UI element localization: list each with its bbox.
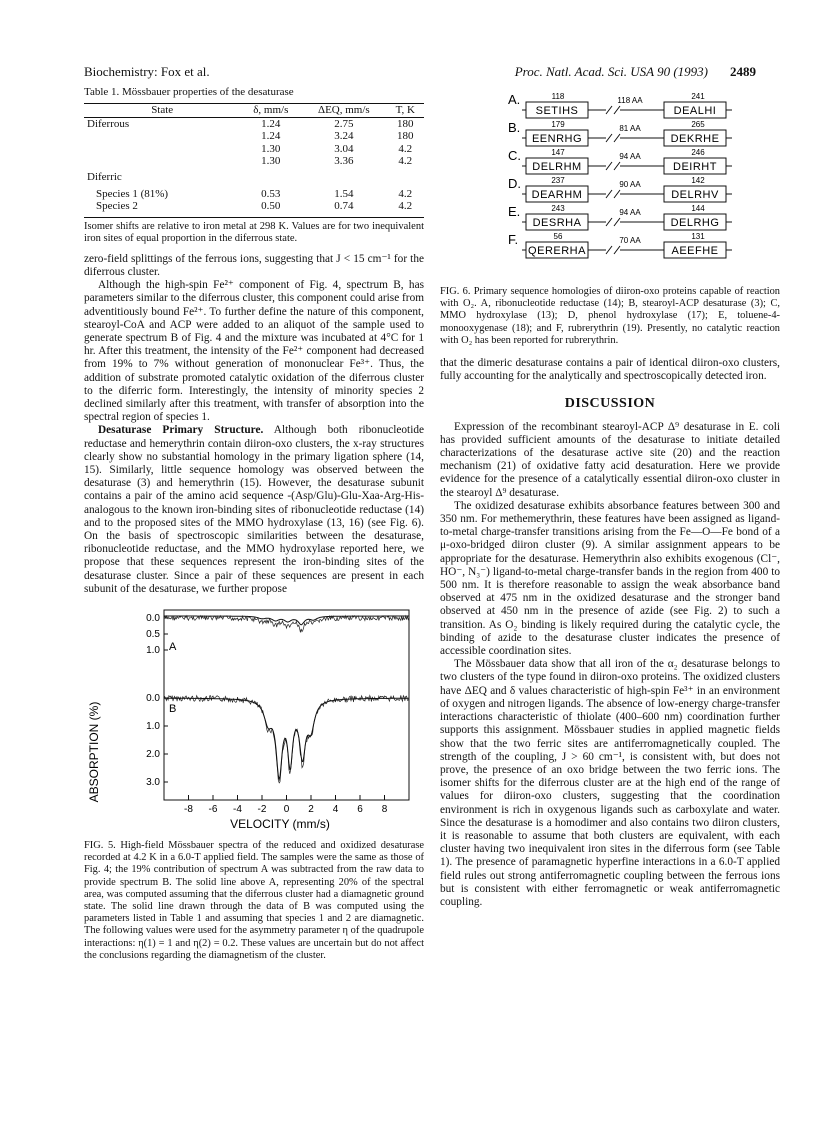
fig6-start-number: 243	[551, 204, 565, 213]
fig5-ytick-label-b: 1.0	[146, 720, 160, 732]
fig6-end-number: 265	[691, 120, 705, 129]
col-header-temp: T, K	[395, 104, 415, 117]
table-cell-state: Diferrous	[87, 117, 130, 130]
fig5-fit-line-a	[164, 616, 409, 625]
page-number: 2489	[730, 64, 756, 79]
fig6-row-letter: A.	[508, 92, 521, 107]
discussion-heading: DISCUSSION	[564, 396, 656, 412]
left-paragraph-2: Although the high-spin Fe²⁺ component of Fig. 4, spectrum B, has parameters similar to the diferrous cluster, this component could arise from adventitiously bound Fe²⁺. To further define the nature of this component, stearoyl-CoA and ACP were added to an aliquot of the sample used to generate spectrum B of Fig. 4 and the mixture was incubated at 4°C for 1 hr. After this treatment, the intensity of the Fe²⁺ component had decreased from 19% to 7% without generation of mononuclear Fe³⁺. Thus, the addition of substrate promoted catalytic oxidation of the diferrous cluster to the diferric form. Interestingly, the intensity of minority species 2 declined similarly after this treatment, with transfer of absorption into the spectral region of species 1.	[84, 279, 424, 424]
fig5-fit-line-b	[164, 698, 409, 779]
running-header-left: Biochemistry: Fox et al.	[84, 64, 210, 79]
left-column	[84, 86, 424, 962]
table-cell-state	[84, 155, 240, 168]
fig5-xtick-label: -4	[233, 803, 242, 815]
fig5-ytick-label-b: 3.0	[146, 776, 160, 788]
fig5-xtick-label: 6	[357, 803, 363, 815]
fig6-seq-1: DELRHM	[532, 161, 582, 173]
table-cell-d: 0.53	[261, 187, 281, 200]
section-runin-heading: Desaturase Primary Structure.	[98, 424, 264, 437]
left-paragraph-3-text: Although both ribonucleotide reductase and hemerythrin contain diiron-oxo clusters, the x-ray structures clearly show no substantial homology in the primary ligation sphere (14, 15). Similarly, little sequence homology was observed between the desaturase (3) and hemerythrin (15). However, the desaturase subunit contains a pair of the amino acid sequence -(Asp/Glu)-Glu-Xaa-Arg-His- analogous to the known iron-binding sites of ribonucleotide reductase (14) and to the proposed sites of the MMO hydroxylase (13, 16) (see Fig. 6). On the basis of spectroscopic similarities between the desaturase, ribonucleotide reductase, and the MMO hydroxylase reported here, we propose that these sequences represent the iron-binding sites of the desaturase cluster. Since a pair of these sequences are present in each subunit of the desaturase, we further propose	[84, 424, 424, 595]
fig6-gap-label: 90 AA	[619, 180, 641, 189]
table-cell-t: 4.2	[398, 142, 413, 155]
discussion-paragraph-1: Expression of the recombinant stearoyl-ACP Δ⁹ desaturase in E. coli has provided sufficient amounts of the desaturase to initiate detailed characterizations of the desaturase active site (20) and the reaction mechanism (21) of oxidative fatty acid desaturation. Here we provide evidence for the presence of a catalytically essential diiron-oxo cluster in the stearoyl Δ⁹ desaturase.	[440, 420, 780, 499]
fig5-xtick-label: -8	[184, 803, 193, 815]
discussion-paragraph-3: The Mössbauer data show that all iron of the α₂ desaturase belongs to two clusters of the type found in diiron-oxo proteins. The oxidized clusters have ΔEQ and δ values characteristic of high-spin Fe³⁺ in an environment of oxygen and nitrogen ligands. The absence of low-energy charge-transfer interactions characteristic of thiolate (400–600 nm) coordination further supports this assignment. Mössbauer studies in applied magnetic fields show that the two ferric sites are antiferromagnetically coupled. The strength of the coupling, J > 60 cm⁻¹, is consistent with, but does not prove, the presence of an oxo bridge between the two ferric ions. The isomer shifts for the diferrous cluster are at the high end of the range of values for diiron-oxo clusters, suggesting that the coordination environment is rich in oxygenous ligands such as carboxylate and water. Since the desaturase is a homodimer and also contains two diiron clusters, it is reasonable to assume that both clusters are equivalent, with each cluster having two inequivalent iron sites in the diferrous form (see Table 1). The presence of paramagnetic hyperfine interactions in a 6.0-T applied field rules out strong antiferromagnetic coupling between the ferrous ions but is consistent with either ferromagnetic or weak antiferromagnetic coupling.	[440, 658, 780, 908]
table-cell-state	[84, 143, 240, 156]
fig6-seq-1: QERERHA	[528, 245, 586, 257]
fig6-end-number: 144	[691, 204, 705, 213]
table-row	[84, 155, 424, 168]
fig5-ytick-label-b: 0.0	[146, 692, 160, 704]
fig6-seq-1: DEARHM	[531, 189, 583, 201]
fig6-seq-2: DEALHI	[673, 105, 717, 117]
table-cell-state: Diferric	[87, 171, 122, 184]
table-cell-t	[386, 168, 424, 188]
table-cell-q: 3.36	[334, 155, 354, 168]
table-cell-q: 3.24	[334, 130, 354, 143]
table-cell-state: Species 2	[96, 200, 138, 213]
fig5-ytick-label-a: 0.5	[146, 628, 160, 640]
fig6-break-mark	[606, 106, 620, 114]
fig5-ytick-label-b: 2.0	[146, 748, 160, 760]
table-row	[84, 168, 424, 188]
fig6-seq-2: DEKRHE	[670, 133, 720, 145]
right-paragraph-0: that the dimeric desaturase contains a pair of identical diiron-oxo clusters, fully accounting for the analytically and spectroscopically detected iron.	[440, 357, 780, 383]
table-cell-d	[240, 168, 301, 188]
fig6-row-letter: B.	[508, 120, 521, 135]
fig6-seq-1: SETIHS	[535, 105, 579, 117]
fig5-ytick-label-a: 0.0	[146, 612, 160, 624]
table-1	[84, 103, 424, 213]
fig6-break-mark	[606, 162, 620, 170]
table-cell-q: 2.75	[334, 117, 354, 130]
table-cell-state: Species 1 (81%)	[96, 187, 169, 200]
fig5-xtick-label: 4	[332, 803, 339, 815]
fig6-start-number: 179	[551, 120, 565, 129]
table-cell-t: 180	[396, 117, 414, 130]
table-cell-d: 1.30	[261, 142, 281, 155]
fig6-end-number: 142	[691, 176, 705, 185]
fig6-gap-label: 81 AA	[619, 124, 641, 133]
fig5-xtick-label: 0	[283, 803, 290, 815]
table-row	[84, 143, 424, 156]
fig6-start-number: 118	[551, 92, 565, 101]
fig6-break-mark	[606, 218, 620, 226]
table-row	[84, 130, 424, 143]
fig5-frame	[164, 610, 409, 800]
fig6-gap-label: 118 AA	[617, 96, 643, 105]
col-header-deq: ΔEQ, mm/s	[318, 104, 370, 117]
table-1-footnote: Isomer shifts are relative to iron metal at 298 K. Values are for two inequivalent iron sites of equal proportion in the diferrous state.	[84, 217, 424, 245]
fig6-break-mark	[606, 190, 620, 198]
table-cell-d: 1.24	[261, 130, 281, 143]
fig5-spectrum-b	[164, 695, 409, 783]
fig6-seq-1: EENRHG	[531, 133, 583, 145]
table-cell-d: 1.30	[261, 155, 281, 168]
table-cell-q	[301, 168, 386, 188]
left-paragraph-3	[84, 424, 424, 596]
table-row	[84, 188, 424, 201]
table-cell-state	[84, 130, 240, 143]
fig5-ylabel: ABSORPTION (%)	[87, 701, 101, 803]
fig5-ytick-label-a: 1.0	[146, 644, 160, 656]
table-1-title: Table 1. Mössbauer properties of the desaturase	[84, 86, 294, 98]
fig6-end-number: 246	[691, 148, 705, 157]
fig6-seq-2: DELRHV	[671, 189, 719, 201]
fig6-seq-2: DELRHG	[670, 217, 720, 229]
table-row	[84, 200, 424, 213]
fig6-seq-1: DESRHA	[532, 217, 582, 229]
fig5-xtick-label: 8	[381, 803, 388, 815]
fig5-xtick-label: 2	[308, 803, 314, 815]
figure-6-sequence-alignment	[440, 86, 780, 276]
running-header-right	[515, 64, 756, 80]
table-cell-q: 1.54	[334, 187, 354, 200]
fig5-label-a: A	[169, 640, 177, 653]
col-header-state: State	[151, 104, 174, 117]
table-row	[84, 117, 424, 130]
col-header-delta: δ, mm/s	[253, 104, 289, 117]
table-cell-t: 4.2	[398, 155, 413, 168]
table-cell-t: 4.2	[398, 187, 413, 200]
fig6-gap-label: 94 AA	[619, 152, 641, 161]
fig5-xtick-label: -6	[208, 803, 218, 815]
left-paragraph-1: zero-field splittings of the ferrous ions, suggesting that J < 15 cm⁻¹ for the diferrous cluster.	[84, 252, 424, 278]
fig6-start-number: 147	[551, 148, 565, 157]
fig6-end-number: 241	[691, 92, 705, 101]
fig6-break-mark	[606, 134, 620, 142]
table-cell-t: 4.2	[398, 200, 413, 213]
fig6-row-letter: F.	[508, 232, 519, 247]
fig5-xlabel: VELOCITY (mm/s)	[230, 816, 330, 831]
fig6-row-letter: E.	[508, 204, 521, 219]
table-cell-d: 0.50	[261, 200, 281, 213]
fig6-start-number: 56	[553, 232, 563, 241]
fig5-label-b: B	[169, 702, 177, 715]
figure-5-caption: FIG. 5. High-field Mössbauer spectra of the reduced and oxidized desaturase recorded at 4.2 K in a 6.0-T applied field. The samples were the same as those of Fig. 4; the 19% contribution of spectrum A was subtracted from the raw data to provide spectrum B. The solid line above A, representing 20% of the spectral area, was computed assuming that the diferrous cluster had a diamagnetic ground state. The solid line drawn through the data of B was computed using the parameters listed in Table 1 and assuming that species 1 and 2 are diamagnetic. The following values were used for the asymmetry parameter η of the quadrupole interactions: η(1) = 1 and η(2) = 0.2. These values are uncertain but do not affect the conclusions regarding the diamagnetism of the cluster.	[84, 839, 424, 961]
fig6-end-number: 131	[691, 232, 705, 241]
fig6-row-letter: C.	[508, 148, 521, 163]
fig6-seq-2: DEIRHT	[673, 161, 717, 173]
table-cell-q: 3.04	[334, 142, 354, 155]
fig5-spectrum-a	[164, 616, 409, 633]
table-cell-t: 180	[396, 130, 414, 143]
fig6-gap-label: 94 AA	[619, 208, 641, 217]
fig6-gap-label: 70 AA	[619, 236, 641, 245]
figure-6-caption: FIG. 6. Primary sequence homologies of diiron-oxo proteins capable of reaction with O₂. A, ribonucleotide reductase (14); B, stearoyl-ACP desaturase (3); C, MMO hydroxylase (13); D, phenol hydroxylase (17); E, toluene-4-monooxygenase (18); and F, rubrerythrin (19). Presently, no catalytic reaction with O₂ has been reported for rubrerythrin.	[440, 286, 780, 346]
fig6-start-number: 237	[551, 176, 565, 185]
fig6-row-letter: D.	[508, 176, 521, 191]
right-column	[440, 86, 780, 909]
fig5-xtick-label: -2	[257, 803, 267, 815]
table-cell-d: 1.24	[261, 117, 281, 130]
fig6-seq-2: AEEFHE	[671, 245, 719, 257]
table-cell-q: 0.74	[334, 200, 354, 213]
discussion-paragraph-2: The oxidized desaturase exhibits absorbance features between 300 and 350 nm. For methemerythrin, these features have been assigned as ligand-to-metal charge-transfer transitions arising from the Fe—O—Fe bond of a μ-oxo-bridged diiron cluster (9). A similar assignment appears to be appropriate for the desaturase. Hemerythrin also exhibits exogenous (Cl⁻, HO⁻, N₃⁻) ligand-to-metal charge-transfer bands in the region from 400 to 500 nm. It is therefore reasonable to assign the weak absorbance band observed at 475 nm in the oxidized desaturase and the stronger band observed at 450 nm in the presence of azide (see Fig. 2) to such a transition. As O₂ binding is likely required during the catalytic cycle, the binding of azide to the desaturase cluster indicates the presence of accessible coordination sites.	[440, 499, 780, 658]
fig6-break-mark	[606, 246, 620, 254]
figure-5-mossbauer-spectra	[84, 602, 424, 832]
journal-citation: Proc. Natl. Acad. Sci. USA 90 (1993)	[514, 64, 708, 79]
